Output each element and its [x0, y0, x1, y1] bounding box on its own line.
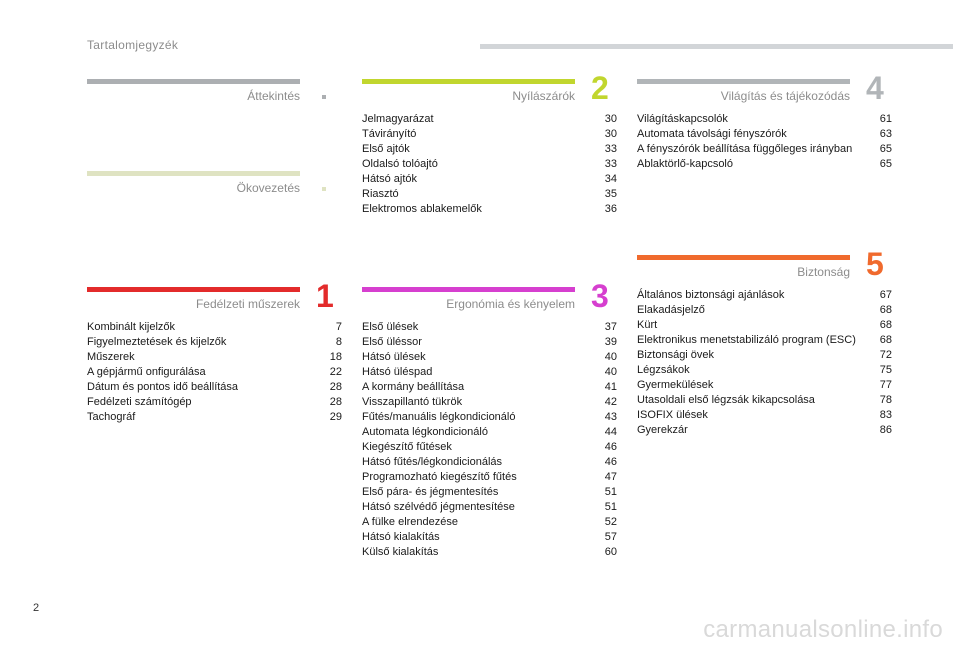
toc-entry-page: 41 [604, 381, 617, 393]
toc-entry-page: 83 [879, 409, 892, 421]
toc-entry-page: 68 [879, 334, 892, 346]
toc-entry-page: 51 [604, 486, 617, 498]
toc-entry[interactable] [87, 335, 342, 350]
toc-entry-page: 67 [879, 289, 892, 301]
section-ergonomia[interactable] [362, 278, 647, 560]
toc-entry-page: 57 [604, 531, 617, 543]
toc-entry-label: Hátsó kialakítás [362, 531, 440, 543]
section-title[interactable]: Nyílászárók [512, 89, 575, 103]
toc-entry[interactable] [637, 142, 892, 157]
toc-entry-page: 75 [879, 364, 892, 376]
toc-entry-label: Automata légkondicionáló [362, 426, 488, 438]
toc-entry-label: A gépjármű onfigurálása [87, 366, 206, 378]
toc-entry-label: Első ajtók [362, 143, 410, 155]
toc-entry[interactable] [362, 202, 617, 217]
toc-entry[interactable] [362, 515, 617, 530]
toc-entry-label: Ablaktörlő-kapcsoló [637, 158, 733, 170]
toc-entry-label: Jelmagyarázat [362, 113, 434, 125]
toc-entry-label: Kiegészítő fűtések [362, 441, 452, 453]
page-title: Tartalomjegyzék [87, 38, 179, 52]
toc-entry[interactable] [637, 112, 892, 127]
toc-entry-label: A kormány beállítása [362, 381, 465, 393]
section-title[interactable]: Fedélzeti műszerek [195, 297, 300, 311]
toc-entry-page: 61 [879, 113, 892, 125]
section-number: 1 [316, 278, 334, 314]
entry-list [87, 320, 342, 425]
toc-entry-label: A fülke elrendezése [362, 516, 459, 528]
toc-entry[interactable] [362, 440, 617, 455]
toc-entry[interactable] [87, 380, 342, 395]
toc-entry[interactable] [362, 157, 617, 172]
toc-entry-label: Oldalsó tolóajtó [362, 158, 438, 170]
toc-entry[interactable] [362, 127, 617, 142]
toc-entry-label: Automata távolsági fényszórók [637, 128, 787, 140]
toc-entry[interactable] [637, 157, 892, 172]
entry-list [637, 288, 892, 438]
toc-entry-page: 68 [879, 304, 892, 316]
toc-entry-label: ISOFIX ülések [637, 409, 708, 421]
toc-entry[interactable] [362, 500, 617, 515]
toc-entry[interactable] [637, 423, 892, 438]
toc-entry[interactable] [362, 320, 617, 335]
toc-entry-label: Elektronikus menetstabilizáló program (ESC) [637, 334, 856, 346]
title-rule [480, 44, 953, 49]
toc-entry[interactable] [637, 303, 892, 318]
section-number: 5 [866, 246, 884, 282]
toc-entry-page: 28 [329, 396, 342, 408]
toc-entry[interactable] [362, 112, 617, 127]
toc-entry-label: Világításkapcsolók [637, 113, 728, 125]
toc-entry-label: Külső kialakítás [362, 546, 439, 558]
toc-entry[interactable] [637, 393, 892, 408]
toc-entry-label: Elektromos ablakemelők [362, 203, 482, 215]
toc-entry[interactable] [637, 288, 892, 303]
toc-entry[interactable] [637, 408, 892, 423]
toc-entry-label: Gyerekzár [637, 424, 688, 436]
toc-entry-page: 29 [329, 411, 342, 423]
toc-entry[interactable] [362, 545, 617, 560]
toc-entry[interactable] [362, 530, 617, 545]
toc-entry-label: Hátsó ülések [362, 351, 426, 363]
toc-entry-page: 43 [604, 411, 617, 423]
toc-entry-page: 30 [604, 128, 617, 140]
section-title[interactable]: Biztonság [797, 265, 850, 279]
toc-entry-page: 46 [604, 441, 617, 453]
section-vilagitas[interactable] [637, 70, 922, 172]
toc-entry-label: Utasoldali első légzsák kikapcsolása [637, 394, 815, 406]
toc-entry-page: 37 [604, 321, 617, 333]
toc-entry-label: Műszerek [87, 351, 135, 363]
toc-entry-page: 40 [604, 366, 617, 378]
page-number: 2 [33, 602, 40, 614]
toc-entry-page: 51 [604, 501, 617, 513]
toc-entry-page: 42 [604, 396, 617, 408]
toc-entry-label: Első üléssor [362, 336, 422, 348]
toc-entry[interactable] [362, 187, 617, 202]
toc-entry-page: 47 [604, 471, 617, 483]
toc-entry-label: Első pára- és jégmentesítés [362, 486, 499, 498]
section-title[interactable]: Ökovezetés [236, 181, 300, 195]
toc-entry[interactable] [362, 172, 617, 187]
toc-entry[interactable] [362, 425, 617, 440]
toc-entry-page: 33 [604, 143, 617, 155]
toc-entry[interactable] [637, 127, 892, 142]
toc-entry-page: 33 [604, 158, 617, 170]
toc-entry-page: 44 [604, 426, 617, 438]
toc-entry-label: Fűtés/manuális légkondicionáló [362, 411, 516, 423]
watermark-text: carmanualsonline.info [703, 616, 943, 643]
toc-entry-page: 39 [604, 336, 617, 348]
toc-entry[interactable] [362, 395, 617, 410]
toc-entry-page: 34 [604, 173, 617, 185]
section-number: 3 [591, 278, 609, 314]
toc-entry[interactable] [362, 365, 617, 380]
toc-entry-label: Távirányító [362, 128, 417, 140]
section-attekintes[interactable] [87, 79, 372, 112]
toc-entry-label: Gyermekülések [637, 379, 714, 391]
section-title[interactable]: Ergonómia és kényelem [446, 297, 575, 311]
toc-entry-page: 18 [329, 351, 342, 363]
toc-entry[interactable] [362, 410, 617, 425]
toc-entry[interactable] [637, 348, 892, 363]
toc-entry-label: Általános biztonsági ajánlások [637, 289, 785, 301]
toc-entry[interactable] [637, 378, 892, 393]
toc-entry-label: Programozható kiegészítő fűtés [362, 471, 517, 483]
toc-entry[interactable] [362, 335, 617, 350]
toc-entry-label: Kürt [637, 319, 658, 331]
toc-entry[interactable] [362, 470, 617, 485]
section-number: 2 [591, 70, 609, 106]
section-biztonsag[interactable] [637, 246, 922, 438]
toc-entry-label: Elakadásjelző [637, 304, 705, 316]
toc-entry-page: 40 [604, 351, 617, 363]
toc-entry[interactable] [362, 455, 617, 470]
toc-entry-page: 7 [335, 321, 342, 333]
toc-entry-label: Kombinált kijelzők [87, 321, 176, 333]
toc-entry-page: 28 [329, 381, 342, 393]
toc-entry-page: 65 [879, 158, 892, 170]
entry-list [362, 320, 617, 560]
toc-entry-page: 35 [604, 188, 617, 200]
toc-entry-label: Első ülések [362, 321, 419, 333]
toc-entry[interactable] [87, 410, 342, 425]
toc-entry-page: 86 [879, 424, 892, 436]
toc-entry[interactable] [637, 333, 892, 348]
toc-entry[interactable] [637, 363, 892, 378]
toc-entry-page: 22 [329, 366, 342, 378]
entry-list [362, 112, 617, 217]
toc-entry[interactable] [362, 485, 617, 500]
toc-entry-label: Hátsó üléspad [362, 366, 433, 378]
toc-entry-page: 8 [335, 336, 342, 348]
section-title[interactable]: Világítás és tájékozódás [720, 89, 850, 103]
toc-entry[interactable] [87, 350, 342, 365]
toc-entry-label: A fényszórók beállítása függőleges irányban [637, 143, 853, 155]
toc-entry[interactable] [362, 142, 617, 157]
toc-entry-label: Hátsó ajtók [362, 173, 418, 185]
toc-entry-page: 63 [879, 128, 892, 140]
section-nyilaszarok[interactable] [362, 70, 647, 217]
toc-entry-label: Hátsó szélvédő jégmentesítése [362, 501, 515, 513]
toc-entry-page: 78 [879, 394, 892, 406]
toc-entry-label: Dátum és pontos idő beállítása [87, 381, 239, 393]
section-marker-dot [322, 187, 326, 191]
toc-entry[interactable] [87, 395, 342, 410]
toc-entry-page: 36 [604, 203, 617, 215]
toc-entry[interactable] [362, 380, 617, 395]
toc-entry-label: Tachográf [87, 411, 136, 423]
toc-entry-label: Fedélzeti számítógép [87, 396, 192, 408]
section-muszerek[interactable] [87, 278, 372, 425]
toc-entry-page: 68 [879, 319, 892, 331]
entry-list [637, 112, 892, 172]
toc-entry-label: Hátsó fűtés/légkondicionálás [362, 456, 503, 468]
toc-entry[interactable] [637, 318, 892, 333]
toc-entry[interactable] [87, 320, 342, 335]
section-number: 4 [866, 70, 884, 106]
toc-entry-page: 46 [604, 456, 617, 468]
toc-entry[interactable] [87, 365, 342, 380]
toc-entry-label: Figyelmeztetések és kijelzők [87, 336, 227, 348]
toc-entry-page: 65 [879, 143, 892, 155]
section-okovezetes[interactable] [87, 171, 372, 204]
toc-entry-page: 77 [879, 379, 892, 391]
section-title[interactable]: Áttekintés [247, 89, 300, 103]
toc-entry[interactable] [362, 350, 617, 365]
toc-entry-label: Légzsákok [637, 364, 690, 376]
toc-entry-label: Visszapillantó tükrök [362, 396, 463, 408]
toc-entry-label: Biztonsági övek [637, 349, 715, 361]
toc-entry-page: 52 [604, 516, 617, 528]
toc-entry-page: 60 [604, 546, 617, 558]
toc-entry-page: 30 [604, 113, 617, 125]
toc-entry-label: Riasztó [362, 188, 399, 200]
toc-entry-page: 72 [879, 349, 892, 361]
section-marker-dot [322, 95, 326, 99]
